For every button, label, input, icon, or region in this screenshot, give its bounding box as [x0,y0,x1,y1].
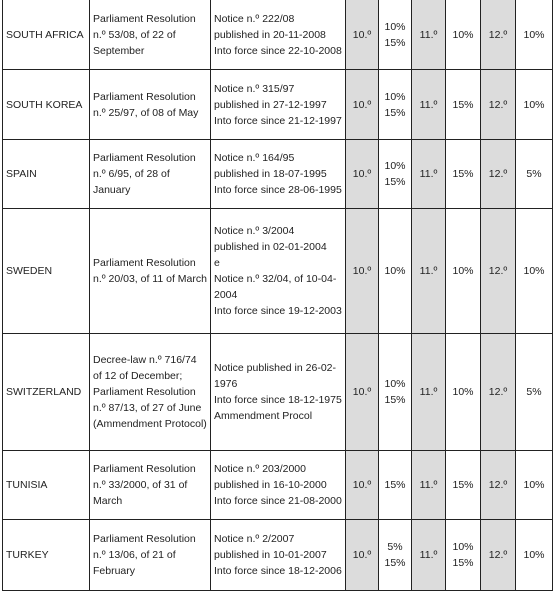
rate-cell: 10% [446,334,481,451]
table-row [3,140,553,209]
table-row [3,70,553,140]
rate-cell: 10% 15% [379,140,412,209]
table-row [3,520,553,591]
rate-cell: 10% [379,209,412,334]
rate-cell: 10% 15% [379,334,412,451]
article-cell: 12.º [481,70,516,140]
tax-treaty-table [2,0,553,591]
law-cell: Decree-law n.º 716/74 of 12 of December; Parliament Resolution n.º 87/13, of 27 of June (Ammendment Protocol) [90,334,211,451]
rate-cell: 10% [446,0,481,70]
law-cell: Parliament Resolution n.º 13/06, of 21 of February [90,520,211,591]
article-cell: 12.º [481,520,516,591]
law-cell: Parliament Resolution n.º 33/2000, of 31 of March [90,451,211,520]
table-row [3,0,553,70]
law-cell: Parliament Resolution n.º 53/08, of 22 of September [90,0,211,70]
article-cell: 12.º [481,334,516,451]
rate-cell: 15% [379,451,412,520]
rate-cell: 15% [446,140,481,209]
rate-cell: 10% [516,209,553,334]
notice-cell: Notice n.º 315/97 published in 27-12-1997 Into force since 21-12-1997 [211,70,346,140]
article-cell: 10.º [346,140,379,209]
law-cell: Parliament Resolution n.º 25/97, of 08 of May [90,70,211,140]
table-row [3,209,553,334]
notice-cell: Notice n.º 222/08 published in 20-11-2008 Into force since 22-10-2008 [211,0,346,70]
article-cell: 10.º [346,520,379,591]
rate-cell: 10% 15% [379,0,412,70]
article-cell: 11.º [412,70,446,140]
notice-cell: Notice n.º 2/2007 published in 10-01-2007 Into force since 18-12-2006 [211,520,346,591]
rate-cell: 5% [516,140,553,209]
rate-cell: 15% [446,451,481,520]
law-cell: Parliament Resolution n.º 6/95, of 28 of January [90,140,211,209]
table-row [3,334,553,451]
rate-cell: 5% [516,334,553,451]
country-cell: SOUTH AFRICA [3,0,90,70]
article-cell: 12.º [481,209,516,334]
article-cell: 10.º [346,70,379,140]
rate-cell: 10% 15% [446,520,481,591]
article-cell: 12.º [481,140,516,209]
article-cell: 12.º [481,451,516,520]
article-cell: 12.º [481,0,516,70]
article-cell: 10.º [346,451,379,520]
article-cell: 10.º [346,334,379,451]
rate-cell: 15% [446,70,481,140]
country-cell: SOUTH KOREA [3,70,90,140]
country-cell: TUNISIA [3,451,90,520]
table-row [3,451,553,520]
rate-cell: 10% 15% [379,70,412,140]
article-cell: 10.º [346,0,379,70]
notice-cell: Notice n.º 203/2000 published in 16-10-2000 Into force since 21-08-2000 [211,451,346,520]
country-cell: SWITZERLAND [3,334,90,451]
article-cell: 11.º [412,0,446,70]
rate-cell: 10% [516,520,553,591]
country-cell: SPAIN [3,140,90,209]
rate-cell: 10% [516,451,553,520]
rate-cell: 10% [516,0,553,70]
country-cell: SWEDEN [3,209,90,334]
rate-cell: 5% 15% [379,520,412,591]
law-cell: Parliament Resolution n.º 20/03, of 11 of March [90,209,211,334]
article-cell: 11.º [412,451,446,520]
article-cell: 11.º [412,209,446,334]
article-cell: 10.º [346,209,379,334]
rate-cell: 10% [516,70,553,140]
notice-cell: Notice n.º 3/2004 published in 02-01-2004 e Notice n.º 32/04, of 10-04-2004 Into force since 19-12-2003 [211,209,346,334]
notice-cell: Notice published in 26-02-1976 Into force since 18-12-1975 Ammendment Procol [211,334,346,451]
article-cell: 11.º [412,520,446,591]
article-cell: 11.º [412,140,446,209]
notice-cell: Notice n.º 164/95 published in 18-07-1995 Into force since 28-06-1995 [211,140,346,209]
country-cell: TURKEY [3,520,90,591]
article-cell: 11.º [412,334,446,451]
rate-cell: 10% [446,209,481,334]
